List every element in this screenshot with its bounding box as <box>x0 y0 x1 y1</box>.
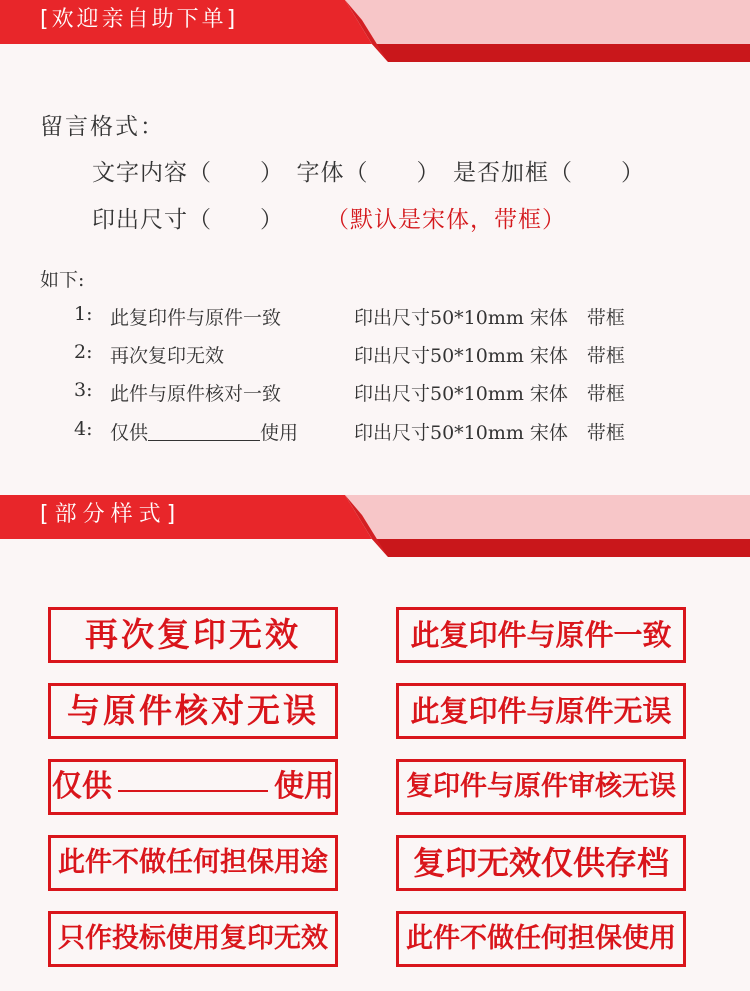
example-text: 此件与原件核对一致 <box>110 383 282 405</box>
example-text <box>110 418 298 445</box>
example-spec: 印出尺寸50*10mm 宋体 带框 <box>354 383 625 405</box>
stamp-text-before: 仅供 <box>52 769 112 804</box>
samples-banner <box>0 495 750 561</box>
stamp-sample: 复印无效仅供存档 <box>396 835 686 891</box>
banner-title: [欢迎亲自助下单] <box>40 7 239 32</box>
stamp-blank-line <box>118 790 268 792</box>
top-banner <box>0 0 750 66</box>
stamp-sample: 只作投标使用复印无效 <box>48 911 338 967</box>
example-number: 1: <box>74 303 93 325</box>
message-format-line1: 文字内容（ ） 字体（ ） 是否加框（ ） <box>92 160 645 186</box>
blank-underline <box>148 439 260 441</box>
message-format-line2 <box>92 201 566 234</box>
stamp-sample: 此件不做任何担保用途 <box>48 835 338 891</box>
message-format-label: 留言格式： <box>40 114 165 140</box>
stamp-sample <box>48 759 338 815</box>
example-text: 再次复印无效 <box>110 345 225 367</box>
stamp-sample: 此件不做任何担保使用 <box>396 911 686 967</box>
example-text-before: 仅供 <box>110 422 149 444</box>
example-spec: 印出尺寸50*10mm 宋体 带框 <box>354 345 625 367</box>
print-size-field: 印出尺寸（ ） <box>92 207 284 233</box>
banner-title: [部分样式] <box>40 502 182 527</box>
example-text-after: 使用 <box>260 422 299 444</box>
example-spec: 印出尺寸50*10mm 宋体 带框 <box>354 307 625 329</box>
stamp-sample: 复印件与原件审核无误 <box>396 759 686 815</box>
example-text: 此复印件与原件一致 <box>110 307 282 329</box>
stamp-sample: 此复印件与原件无误 <box>396 683 686 739</box>
default-note: （默认是宋体，带框） <box>326 207 566 233</box>
example-spec: 印出尺寸50*10mm 宋体 带框 <box>354 422 625 444</box>
example-number: 2: <box>74 341 93 363</box>
stamp-sample: 再次复印无效 <box>48 607 338 663</box>
example-number: 3: <box>74 379 93 401</box>
stamp-text-after: 使用 <box>274 769 334 804</box>
examples-label: 如下: <box>40 269 85 291</box>
example-number: 4: <box>74 418 93 440</box>
stamp-sample: 与原件核对无误 <box>48 683 338 739</box>
stamp-sample: 此复印件与原件一致 <box>396 607 686 663</box>
